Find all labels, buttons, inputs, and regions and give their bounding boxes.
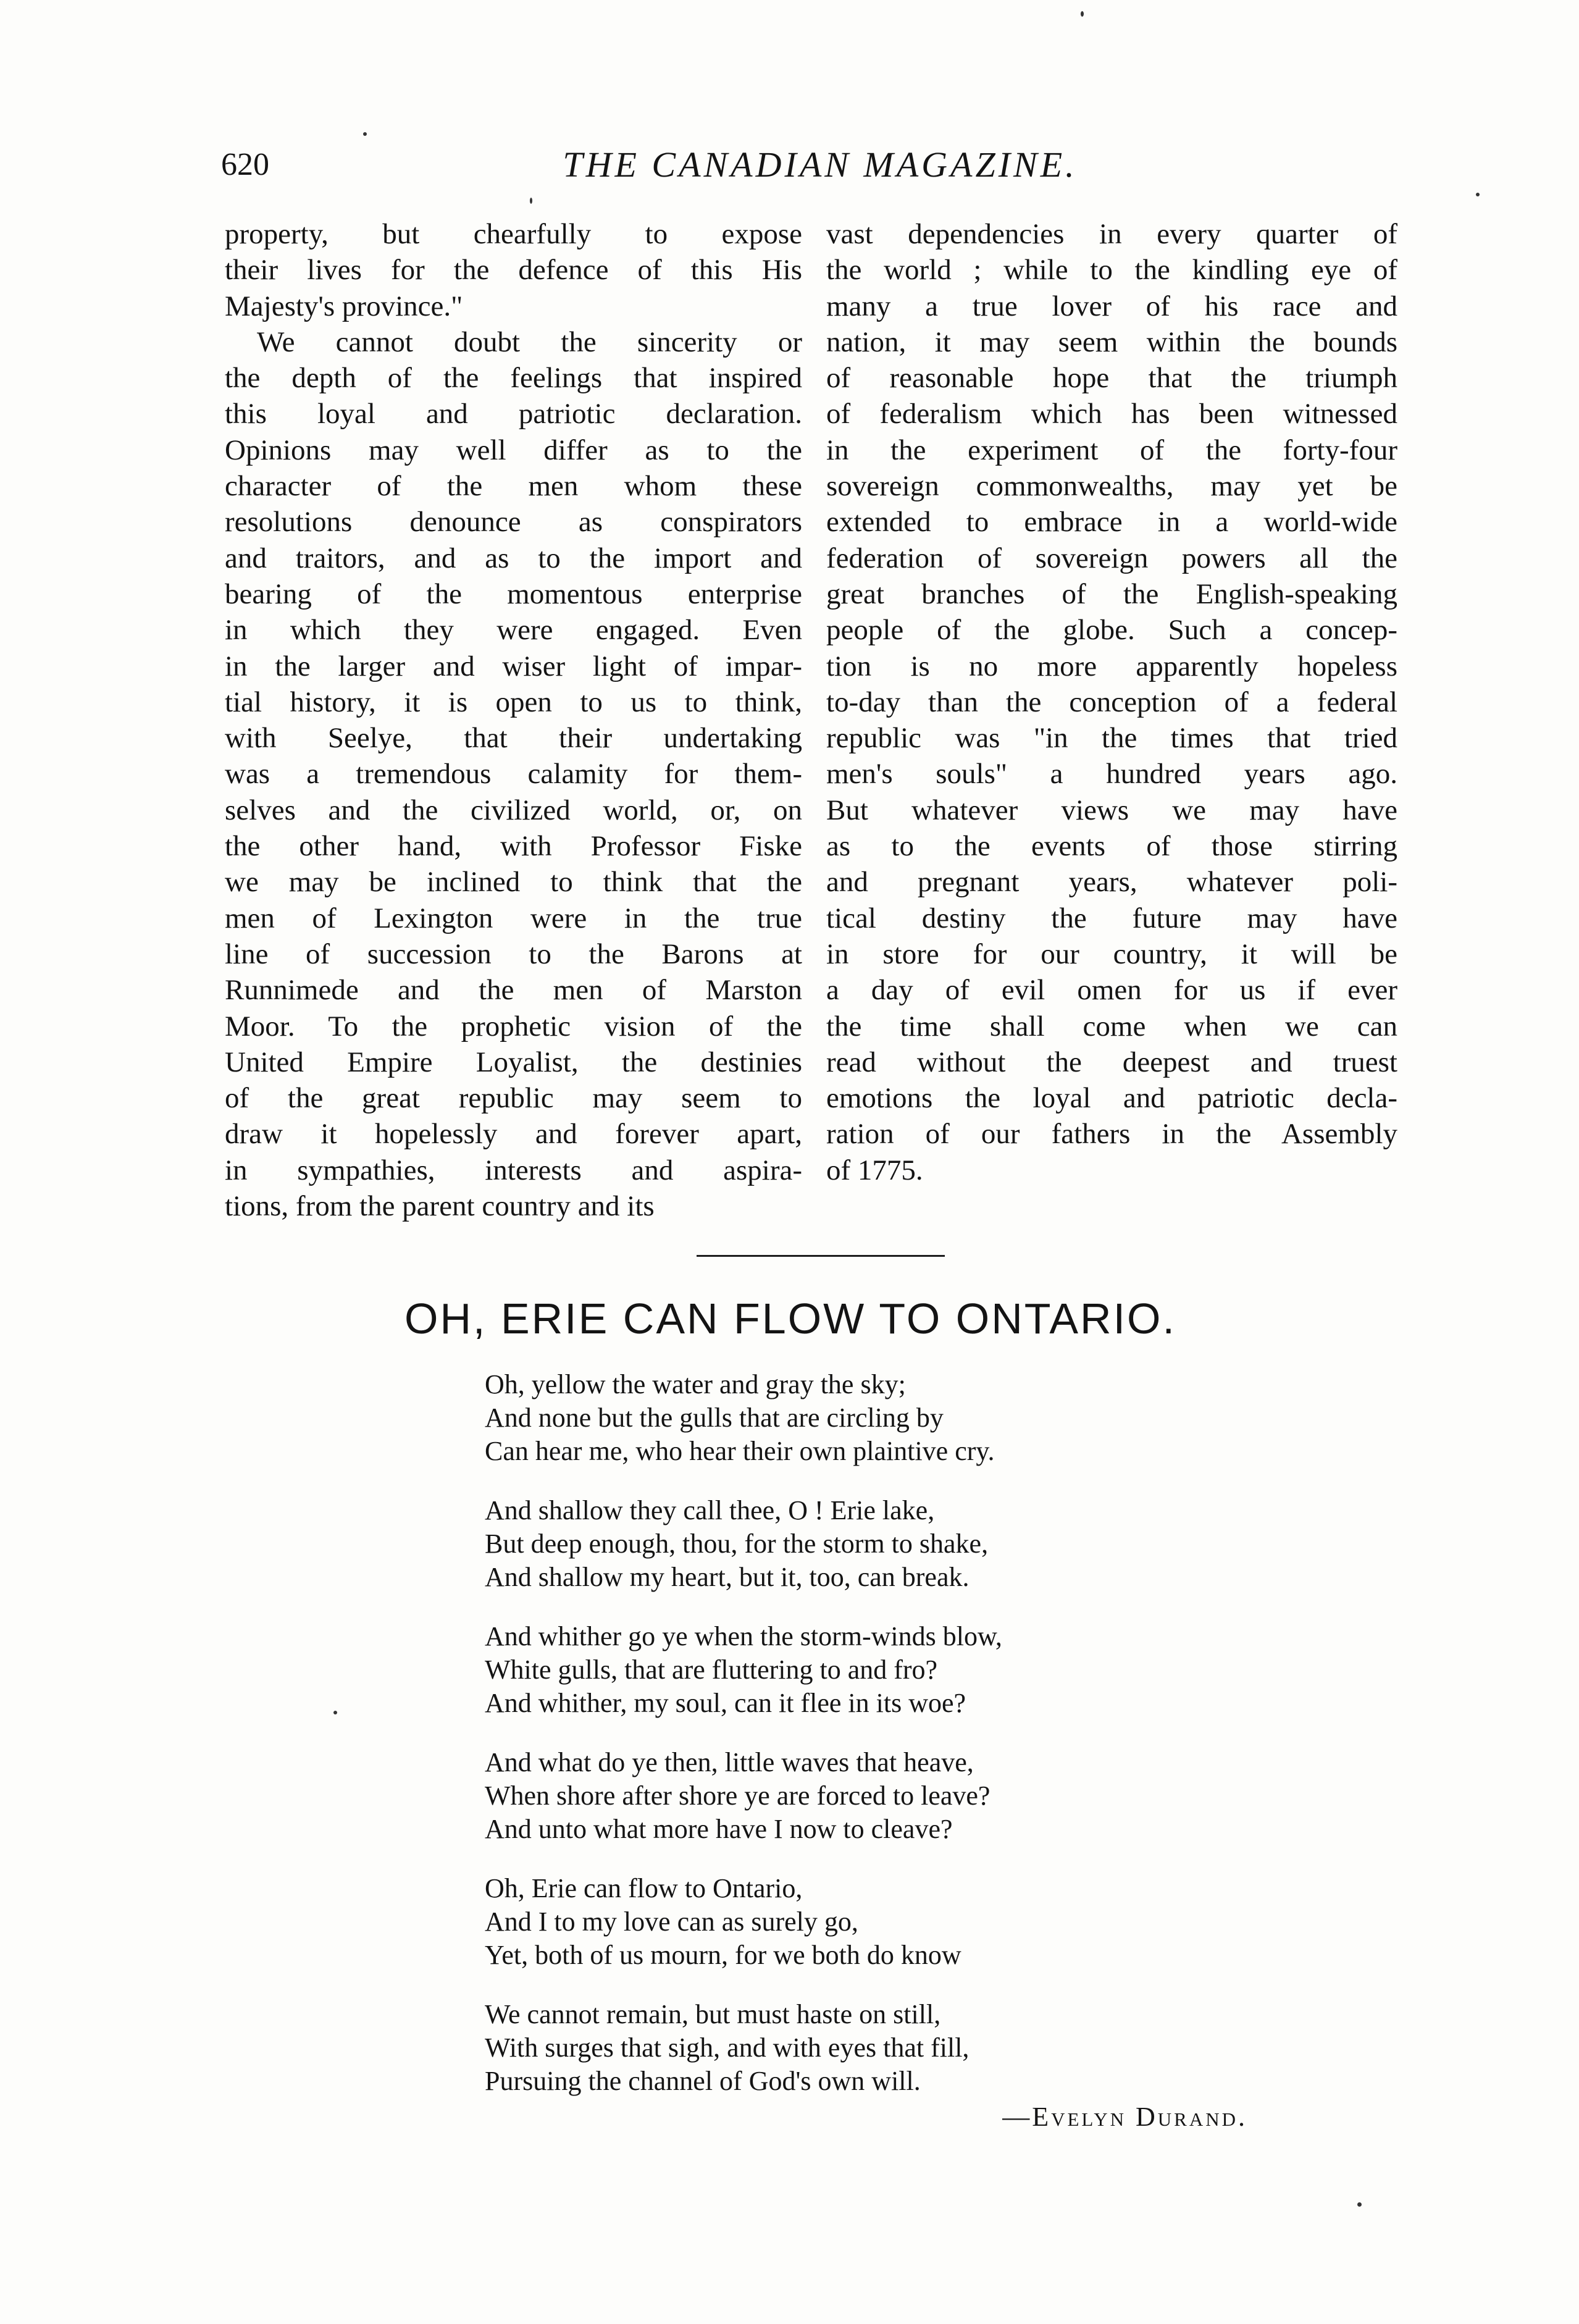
poem-verse: Pursuing the channel of God's own will.	[485, 2066, 921, 2096]
article-line: draw it hopelessly and forever apart,	[225, 1118, 802, 1151]
print-speck	[1081, 11, 1084, 17]
poem-verse: We cannot remain, but must haste on still,	[485, 1999, 941, 2029]
poem-stanza	[485, 1998, 1349, 2098]
article-line: Majesty's province."	[225, 290, 463, 322]
poem-stanza	[485, 1368, 1349, 1468]
article-line: we may be inclined to think that the	[225, 866, 802, 899]
article-line: tial history, it is open to us to think,	[225, 686, 802, 718]
article-line: and pregnant years, whatever poli-	[826, 866, 1397, 899]
article-line: vast dependencies in every quarter of	[826, 218, 1397, 250]
article-line: in the larger and wiser light of impar-	[225, 650, 802, 682]
article-line: in which they were engaged. Even	[225, 614, 802, 647]
print-speck	[363, 132, 367, 136]
article-line: the world ; while to the kindling eye of	[826, 254, 1397, 287]
poem-verse: White gulls, that are fluttering to and fro?	[485, 1655, 938, 1685]
poem-verse: And unto what more have I now to cleave?	[485, 1814, 953, 1844]
article-line: their lives for the defence of this His	[225, 254, 802, 287]
article-line: character of the men whom these	[225, 470, 802, 503]
poem-verse: And shallow they call thee, O ! Erie lake,	[485, 1495, 935, 1525]
article-line: read without the deepest and truest	[826, 1046, 1397, 1078]
article-line: Moor. To the prophetic vision of the	[225, 1010, 802, 1042]
article-line: with Seelye, that their undertaking	[225, 722, 802, 755]
article-line: men's souls" a hundred years ago.	[826, 758, 1397, 791]
article-line: of reasonable hope that the triumph	[826, 362, 1397, 395]
article-line: a day of evil omen for us if ever	[826, 974, 1397, 1007]
article-line: republic was "in the times that tried	[826, 722, 1397, 755]
poem-verse: Oh, Erie can flow to Ontario,	[485, 1873, 803, 1903]
poem-verse: Yet, both of us mourn, for we both do know	[485, 1940, 961, 1970]
article-line: tion is no more apparently hopeless	[826, 650, 1397, 682]
article-line: the depth of the feelings that inspired	[225, 362, 802, 395]
article-line: the time shall come when we can	[826, 1010, 1397, 1042]
article-line: men of Lexington were in the true	[225, 902, 802, 934]
poem-verse: When shore after shore ye are forced to leave?	[485, 1781, 991, 1811]
poem-stanza	[485, 1872, 1349, 1972]
poem-title: OH, ERIE CAN FLOW TO ONTARIO.	[404, 1294, 1176, 1343]
print-speck	[1476, 193, 1480, 196]
article-right-column	[826, 216, 1397, 1188]
poem-verse: And what do ye then, little waves that heave,	[485, 1747, 974, 1777]
poem-verse: But deep enough, thou, for the storm to shake,	[485, 1529, 989, 1559]
poem-body	[485, 1368, 1349, 2124]
poem-stanza	[485, 1620, 1349, 1720]
running-title: THE CANADIAN MAGAZINE.	[563, 145, 1078, 185]
article-line: sovereign commonwealths, may yet be	[826, 470, 1397, 503]
article-line: in the experiment of the forty-four	[826, 434, 1397, 466]
poem-attribution: —Evelyn Durand.	[1002, 2102, 1247, 2132]
poem-verse: And whither go ye when the storm-winds blow,	[485, 1621, 1002, 1651]
article-line: But whatever views we may have	[826, 794, 1397, 826]
article-line: to-day than the conception of a federal	[826, 686, 1397, 718]
article-line: line of succession to the Barons at	[225, 938, 802, 970]
article-line: Opinions may well differ as to the	[225, 434, 802, 466]
article-line: ration of our fathers in the Assembly	[826, 1118, 1397, 1151]
poem-verse: And none but the gulls that are circling by	[485, 1403, 944, 1433]
article-line: property, but chearfully to expose	[225, 218, 802, 250]
article-line: in store for our country, it will be	[826, 938, 1397, 970]
article-left-column	[225, 216, 802, 1224]
article-line: in sympathies, interests and aspira-	[225, 1154, 802, 1186]
article-line: was a tremendous calamity for them-	[225, 758, 802, 791]
article-line: tical destiny the future may have	[826, 902, 1397, 934]
article-line: of federalism which has been witnessed	[826, 398, 1397, 430]
poem-stanza	[485, 1494, 1349, 1594]
article-line: We cannot doubt the sincerity or	[257, 325, 802, 358]
article-line: of the great republic may seem to	[225, 1082, 802, 1115]
article-line: of 1775.	[826, 1154, 923, 1186]
print-speck	[530, 198, 532, 204]
poem-verse: Oh, yellow the water and gray the sky;	[485, 1369, 906, 1399]
article-line: United Empire Loyalist, the destinies	[225, 1046, 802, 1078]
poem-verse: With surges that sigh, and with eyes that fill,	[485, 2032, 970, 2063]
article-line: people of the globe. Such a concep-	[826, 614, 1397, 647]
article-line: nation, it may seem within the bounds	[826, 325, 1397, 358]
article-line: many a true lover of his race and	[826, 290, 1397, 322]
article-line: federation of sovereign powers all the	[826, 542, 1397, 574]
article-line: emotions the loyal and patriotic decla-	[826, 1082, 1397, 1115]
article-line: bearing of the momentous enterprise	[225, 577, 802, 610]
article-line: tions, from the parent country and its	[225, 1190, 655, 1223]
article-line: extended to embrace in a world-wide	[826, 506, 1397, 539]
article-line: great branches of the English-speaking	[826, 577, 1397, 610]
poem-verse: And whither, my soul, can it flee in its woe?	[485, 1688, 966, 1718]
article-line: this loyal and patriotic declaration.	[225, 398, 802, 430]
page-number: 620	[221, 147, 269, 182]
article-line: selves and the civilized world, or, on	[225, 794, 802, 826]
article-line: and traitors, and as to the import and	[225, 542, 802, 574]
page-header	[221, 137, 1419, 193]
poem-verse: And I to my love can as surely go,	[485, 1907, 858, 1937]
print-speck	[1357, 2202, 1362, 2207]
article-line: Runnimede and the men of Marston	[225, 974, 802, 1007]
poem-verse: Can hear me, who hear their own plaintive cry.	[485, 1436, 995, 1466]
poem-stanza	[485, 1746, 1349, 1846]
article-line: as to the events of those stirring	[826, 830, 1397, 863]
article-line: the other hand, with Professor Fiske	[225, 830, 802, 863]
poem-verse: And shallow my heart, but it, too, can break.	[485, 1562, 970, 1592]
article-line: resolutions denounce as conspirators	[225, 506, 802, 539]
print-speck	[333, 1711, 337, 1714]
section-divider	[697, 1255, 945, 1257]
